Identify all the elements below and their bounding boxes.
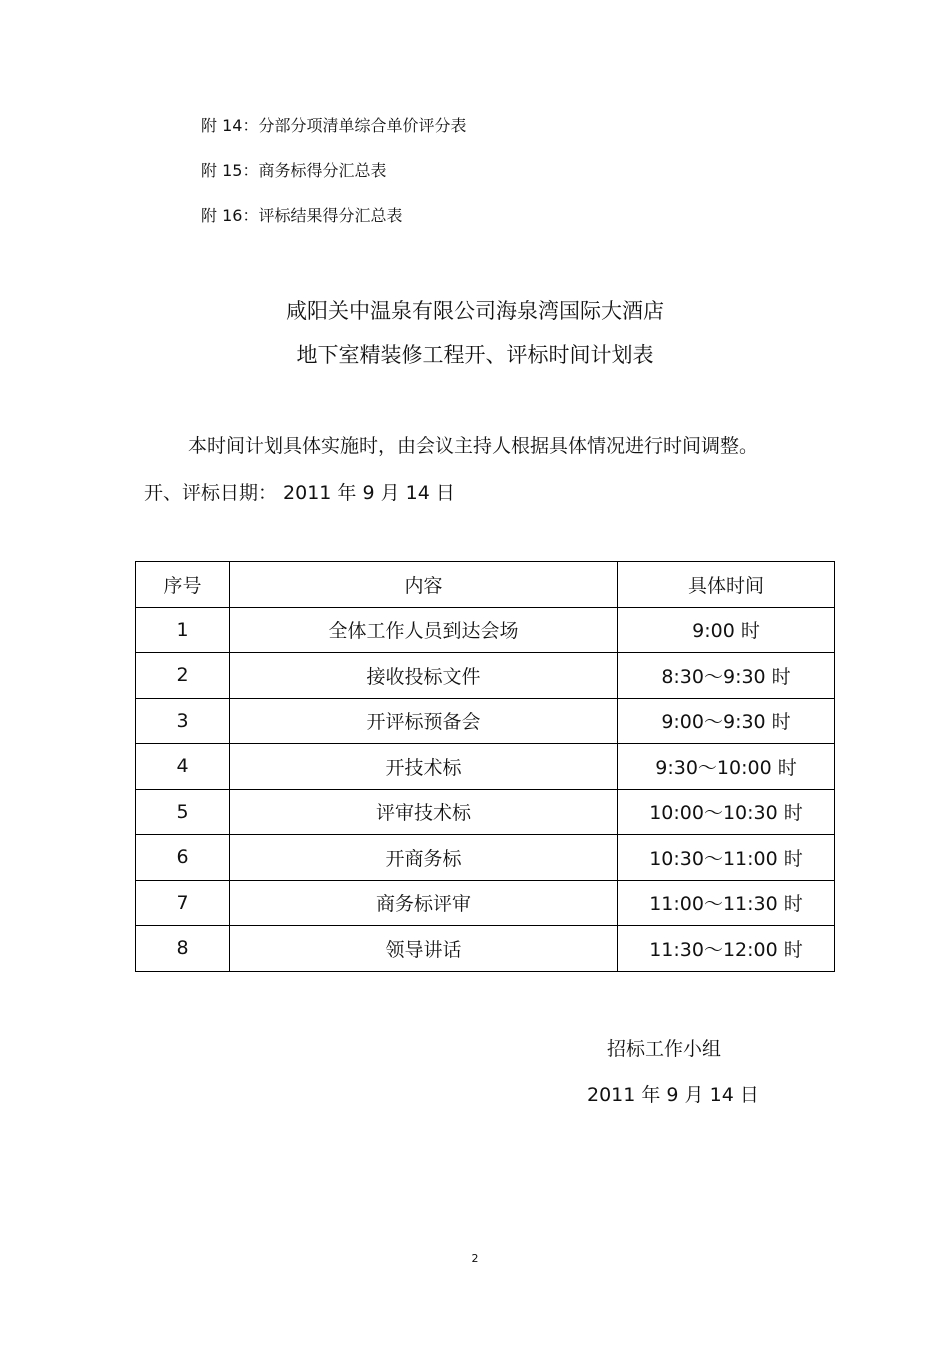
table-row (136, 744, 835, 790)
row-time: 9:00～9:30 时 (618, 698, 835, 744)
row-content: 评审技术标 (230, 789, 618, 835)
page-number: 2 (471, 1252, 479, 1265)
table-row (136, 880, 835, 926)
table-row (136, 607, 835, 653)
table-row (136, 653, 835, 699)
document-title-line2: 地下室精装修工程开、评标时间计划表 (296, 343, 654, 367)
row-number: 4 (136, 744, 230, 790)
row-content: 全体工作人员到达会场 (230, 607, 618, 653)
row-time: 9:30～10:00 时 (618, 744, 835, 790)
row-number: 2 (136, 653, 230, 699)
bid-date-line: 开、评标日期： 2011 年 9 月 14 日 (144, 482, 455, 504)
row-number: 5 (136, 789, 230, 835)
row-number: 8 (136, 926, 230, 972)
table-row (136, 835, 835, 881)
row-content: 领导讲话 (230, 926, 618, 972)
row-content: 开评标预备会 (230, 698, 618, 744)
schedule-table (135, 561, 835, 972)
appendix-item-16: 附 16：评标结果得分汇总表 (201, 206, 403, 225)
row-number: 7 (136, 880, 230, 926)
intro-paragraph: 本时间计划具体实施时，由会议主持人根据具体情况进行时间调整。 (188, 435, 759, 457)
table-header-row (136, 562, 835, 608)
table-row (136, 789, 835, 835)
appendix-item-14: 附 14：分部分项清单综合单价评分表 (201, 116, 467, 135)
table-row (136, 926, 835, 972)
row-time: 9:00 时 (618, 607, 835, 653)
row-number: 1 (136, 607, 230, 653)
header-number: 序号 (136, 562, 230, 608)
row-content: 接收投标文件 (230, 653, 618, 699)
row-time: 11:30～12:00 时 (618, 926, 835, 972)
document-title-line1: 咸阳关中温泉有限公司海泉湾国际大酒店 (286, 299, 664, 323)
row-number: 6 (136, 835, 230, 881)
row-time: 10:30～11:00 时 (618, 835, 835, 881)
row-time: 11:00～11:30 时 (618, 880, 835, 926)
row-number: 3 (136, 698, 230, 744)
header-content: 内容 (230, 562, 618, 608)
appendix-item-15: 附 15：商务标得分汇总表 (201, 161, 387, 180)
row-content: 开商务标 (230, 835, 618, 881)
row-content: 商务标评审 (230, 880, 618, 926)
table-row (136, 698, 835, 744)
row-content: 开技术标 (230, 744, 618, 790)
row-time: 10:00～10:30 时 (618, 789, 835, 835)
signature-date: 2011 年 9 月 14 日 (587, 1084, 759, 1106)
row-time: 8:30～9:30 时 (618, 653, 835, 699)
header-time: 具体时间 (618, 562, 835, 608)
signature-group: 招标工作小组 (607, 1038, 722, 1060)
